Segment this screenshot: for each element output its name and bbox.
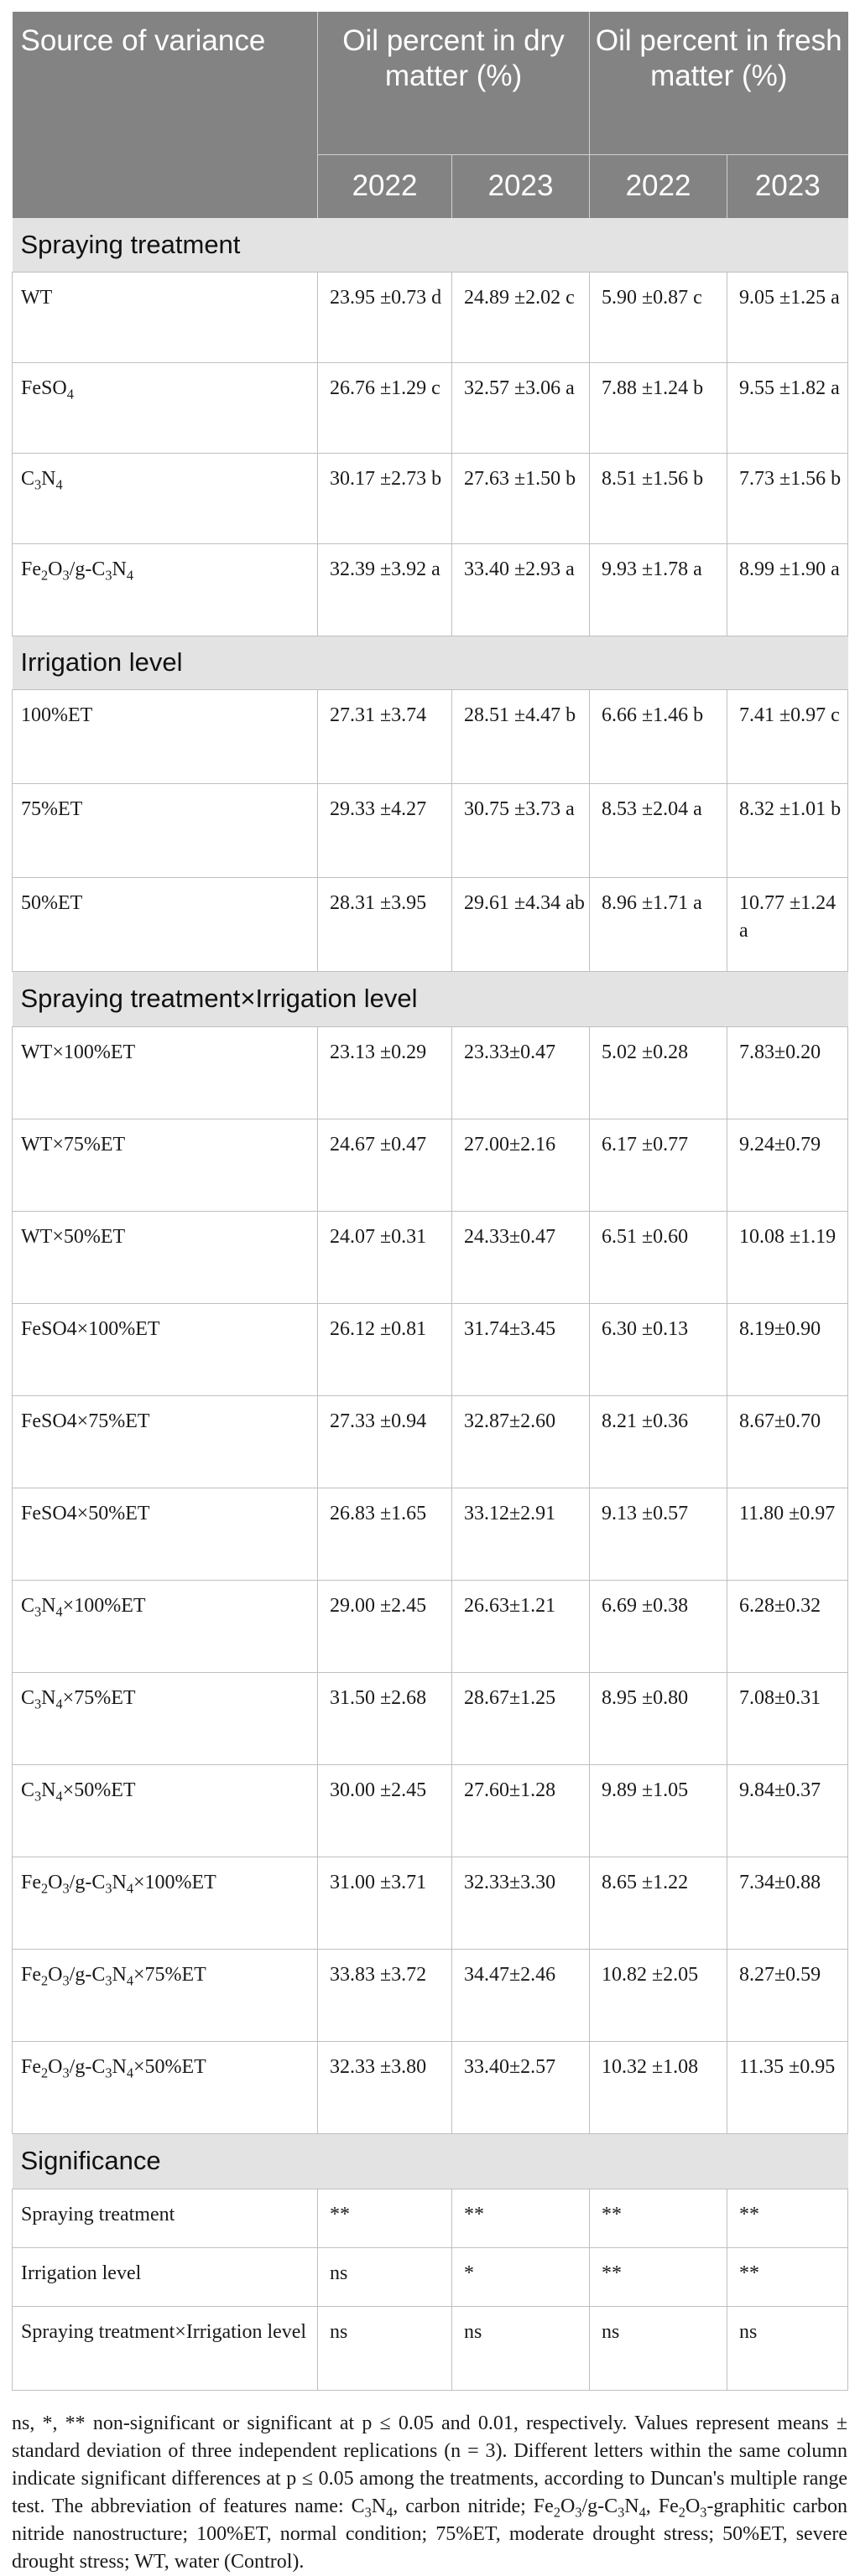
table-cell: 32.33 ±3.80 xyxy=(318,2041,452,2133)
table-cell: 10.77 ±1.24 a xyxy=(727,877,848,971)
table-cell: 24.33±0.47 xyxy=(452,1211,590,1303)
table-cell: 24.07 ±0.31 xyxy=(318,1211,452,1303)
table-cell: 9.55 ±1.82 a xyxy=(727,362,848,453)
table-cell: 9.24±0.79 xyxy=(727,1119,848,1211)
table-cell: 30.17 ±2.73 b xyxy=(318,453,452,543)
data-table-container xyxy=(12,12,847,2391)
table-cell: ** xyxy=(590,2189,727,2247)
table-row xyxy=(13,453,848,543)
table-cell: 7.08±0.31 xyxy=(727,1672,848,1764)
table-cell: ** xyxy=(318,2189,452,2247)
row-label: Spraying treatment xyxy=(13,2189,318,2247)
table-cell: 11.35 ±0.95 xyxy=(727,2041,848,2133)
oil-percent-table xyxy=(12,12,848,2391)
row-label: FeSO$_4$ xyxy=(13,362,318,453)
table-cell: ns xyxy=(727,2306,848,2390)
section-title: Spraying treatment×Irrigation level xyxy=(13,971,848,1026)
row-label: $Fe_2O_3/g-C_3N_4\times 50\%ET$ xyxy=(13,2041,318,2133)
table-row xyxy=(13,2041,848,2133)
dry-matter-header: Oil percent in dry matter (%) xyxy=(318,12,590,154)
table-cell: ** xyxy=(452,2189,590,2247)
table-cell: 23.95 ±0.73 d xyxy=(318,272,452,362)
row-label: 75%ET xyxy=(13,783,318,877)
table-cell: 32.87±2.60 xyxy=(452,1395,590,1488)
row-label: WT xyxy=(13,272,318,362)
table-row xyxy=(13,783,848,877)
table-cell: 8.96 ±1.71 a xyxy=(590,877,727,971)
table-cell: 9.84±0.37 xyxy=(727,1764,848,1857)
table-row xyxy=(13,1488,848,1580)
table-cell: ** xyxy=(727,2189,848,2247)
table-cell: 32.39 ±3.92 a xyxy=(318,543,452,636)
year-header: 2023 xyxy=(452,154,590,218)
section-row xyxy=(13,2133,848,2189)
table-cell: 26.12 ±0.81 xyxy=(318,1303,452,1395)
table-cell: 28.51 ±4.47 b xyxy=(452,689,590,783)
row-label: $C_3N_4\times 50\%ET$ xyxy=(13,1764,318,1857)
table-cell: 10.32 ±1.08 xyxy=(590,2041,727,2133)
section-row xyxy=(13,636,848,689)
table-row xyxy=(13,877,848,971)
table-cell: 8.95 ±0.80 xyxy=(590,1672,727,1764)
table-cell: 27.31 ±3.74 xyxy=(318,689,452,783)
table-cell: 6.28±0.32 xyxy=(727,1580,848,1672)
table-row xyxy=(13,1119,848,1211)
row-label: $C_3N_4\times 100\%ET$ xyxy=(13,1580,318,1672)
table-cell: 8.51 ±1.56 b xyxy=(590,453,727,543)
table-cell: ns xyxy=(318,2247,452,2306)
table-cell: 6.51 ±0.60 xyxy=(590,1211,727,1303)
table-cell: 26.63±1.21 xyxy=(452,1580,590,1672)
table-cell: ** xyxy=(590,2247,727,2306)
section-row xyxy=(13,218,848,272)
table-cell: 30.00 ±2.45 xyxy=(318,1764,452,1857)
table-cell: 24.89 ±2.02 c xyxy=(452,272,590,362)
row-label: $Fe_2O_3/g-C_3N_4$ xyxy=(13,543,318,636)
table-cell: ns xyxy=(318,2306,452,2390)
table-cell: 31.00 ±3.71 xyxy=(318,1857,452,1949)
table-cell: 9.89 ±1.05 xyxy=(590,1764,727,1857)
fresh-matter-header: Oil percent in fresh matter (%) xyxy=(590,12,848,154)
table-cell: 28.31 ±3.95 xyxy=(318,877,452,971)
table-cell: 9.13 ±0.57 xyxy=(590,1488,727,1580)
table-cell: 8.99 ±1.90 a xyxy=(727,543,848,636)
row-label: WT×75%ET xyxy=(13,1119,318,1211)
table-cell: 33.83 ±3.72 xyxy=(318,1949,452,2041)
row-label: 100%ET xyxy=(13,689,318,783)
table-row xyxy=(13,2306,848,2390)
table-cell: 31.74±3.45 xyxy=(452,1303,590,1395)
table-cell: 8.19±0.90 xyxy=(727,1303,848,1395)
table-cell: 24.67 ±0.47 xyxy=(318,1119,452,1211)
table-row xyxy=(13,1303,848,1395)
table-cell: 31.50 ±2.68 xyxy=(318,1672,452,1764)
table-cell: * xyxy=(452,2247,590,2306)
table-cell: 9.05 ±1.25 a xyxy=(727,272,848,362)
table-cell: 10.08 ±1.19 xyxy=(727,1211,848,1303)
table-cell: 26.83 ±1.65 xyxy=(318,1488,452,1580)
table-row xyxy=(13,1580,848,1672)
table-cell: 6.17 ±0.77 xyxy=(590,1119,727,1211)
table-row xyxy=(13,1857,848,1949)
table-cell: 29.00 ±2.45 xyxy=(318,1580,452,1672)
table-row xyxy=(13,272,848,362)
table-cell: 9.93 ±1.78 a xyxy=(590,543,727,636)
row-label: $C_3N_4$ xyxy=(13,453,318,543)
section-title: Irrigation level xyxy=(13,636,848,689)
table-row xyxy=(13,1949,848,2041)
table-cell: 6.69 ±0.38 xyxy=(590,1580,727,1672)
table-cell: 7.83±0.20 xyxy=(727,1026,848,1119)
table-cell: ** xyxy=(727,2247,848,2306)
table-cell: 28.67±1.25 xyxy=(452,1672,590,1764)
table-row xyxy=(13,543,848,636)
section-title: Spraying treatment xyxy=(13,218,848,272)
row-label: FeSO4×75%ET xyxy=(13,1395,318,1488)
table-cell: 11.80 ±0.97 xyxy=(727,1488,848,1580)
table-cell: 8.53 ±2.04 a xyxy=(590,783,727,877)
table-cell: 32.57 ±3.06 a xyxy=(452,362,590,453)
table-cell: 6.66 ±1.46 b xyxy=(590,689,727,783)
table-cell: 33.40 ±2.93 a xyxy=(452,543,590,636)
table-row xyxy=(13,1764,848,1857)
table-cell: ns xyxy=(452,2306,590,2390)
table-cell: 32.33±3.30 xyxy=(452,1857,590,1949)
table-cell: 26.76 ±1.29 c xyxy=(318,362,452,453)
table-row xyxy=(13,2189,848,2247)
table-cell: 8.32 ±1.01 b xyxy=(727,783,848,877)
table-row xyxy=(13,1395,848,1488)
table-cell: 10.82 ±2.05 xyxy=(590,1949,727,2041)
table-cell: 29.61 ±4.34 ab xyxy=(452,877,590,971)
table-cell: 7.88 ±1.24 b xyxy=(590,362,727,453)
table-row xyxy=(13,2247,848,2306)
table-cell: 27.60±1.28 xyxy=(452,1764,590,1857)
table-cell: 8.67±0.70 xyxy=(727,1395,848,1488)
header-row xyxy=(13,12,848,154)
table-cell: 34.47±2.46 xyxy=(452,1949,590,2041)
table-cell: 27.33 ±0.94 xyxy=(318,1395,452,1488)
table-cell: 33.40±2.57 xyxy=(452,2041,590,2133)
table-cell: 23.13 ±0.29 xyxy=(318,1026,452,1119)
table-footnote: ns, *, ** non-significant or significant at p ≤ 0.05 and 0.01, respectively. Values represent means ± standard deviation of three independent replications (n = 3). Different letters within the same column indicate significant differences at p ≤ 0.05 among the treatments, according to Duncan's multiple range test. The abbreviation of features name: $C_3N_4$, carbon nitride; $Fe_2O_3/g-C_3N_4$, $Fe_2O_3$-graphitic carbon nitride nanostructure; 100%ET, normal condition; 75%ET, moderate drought stress; 50%ET, severe drought stress; WT, water (Control). xyxy=(12,2412,848,2573)
table-row xyxy=(13,1211,848,1303)
table-cell: 5.02 ±0.28 xyxy=(590,1026,727,1119)
year-header: 2022 xyxy=(318,154,452,218)
table-cell: 7.34±0.88 xyxy=(727,1857,848,1949)
table-cell: 27.63 ±1.50 b xyxy=(452,453,590,543)
row-label: 50%ET xyxy=(13,877,318,971)
table-cell: 23.33±0.47 xyxy=(452,1026,590,1119)
table-cell: 29.33 ±4.27 xyxy=(318,783,452,877)
table-cell: 7.41 ±0.97 c xyxy=(727,689,848,783)
table-row xyxy=(13,689,848,783)
table-row xyxy=(13,1026,848,1119)
year-header: 2023 xyxy=(727,154,848,218)
table-cell: 30.75 ±3.73 a xyxy=(452,783,590,877)
row-label: $Fe_2O_3/g-C_3N_4\times 75\%ET$ xyxy=(13,1949,318,2041)
row-label: WT×100%ET xyxy=(13,1026,318,1119)
table-cell: 33.12±2.91 xyxy=(452,1488,590,1580)
row-label: FeSO4×50%ET xyxy=(13,1488,318,1580)
row-label: FeSO4×100%ET xyxy=(13,1303,318,1395)
section-row xyxy=(13,971,848,1026)
table-cell: 8.65 ±1.22 xyxy=(590,1857,727,1949)
source-of-variance-header: Source of variance xyxy=(13,12,318,218)
row-label: WT×50%ET xyxy=(13,1211,318,1303)
table-row xyxy=(13,1672,848,1764)
table-cell: 7.73 ±1.56 b xyxy=(727,453,848,543)
row-label: Spraying treatment×Irrigation level xyxy=(13,2306,318,2390)
table-cell: 8.27±0.59 xyxy=(727,1949,848,2041)
section-title: Significance xyxy=(13,2133,848,2189)
table-cell: 5.90 ±0.87 c xyxy=(590,272,727,362)
table-cell: 6.30 ±0.13 xyxy=(590,1303,727,1395)
year-header: 2022 xyxy=(590,154,727,218)
row-label: $Fe_2O_3/g-C_3N_4\times 100\%ET$ xyxy=(13,1857,318,1949)
table-row xyxy=(13,362,848,453)
row-label: $C_3N_4\times 75\%ET$ xyxy=(13,1672,318,1764)
table-cell: 27.00±2.16 xyxy=(452,1119,590,1211)
table-cell: 8.21 ±0.36 xyxy=(590,1395,727,1488)
row-label: Irrigation level xyxy=(13,2247,318,2306)
table-cell: ns xyxy=(590,2306,727,2390)
